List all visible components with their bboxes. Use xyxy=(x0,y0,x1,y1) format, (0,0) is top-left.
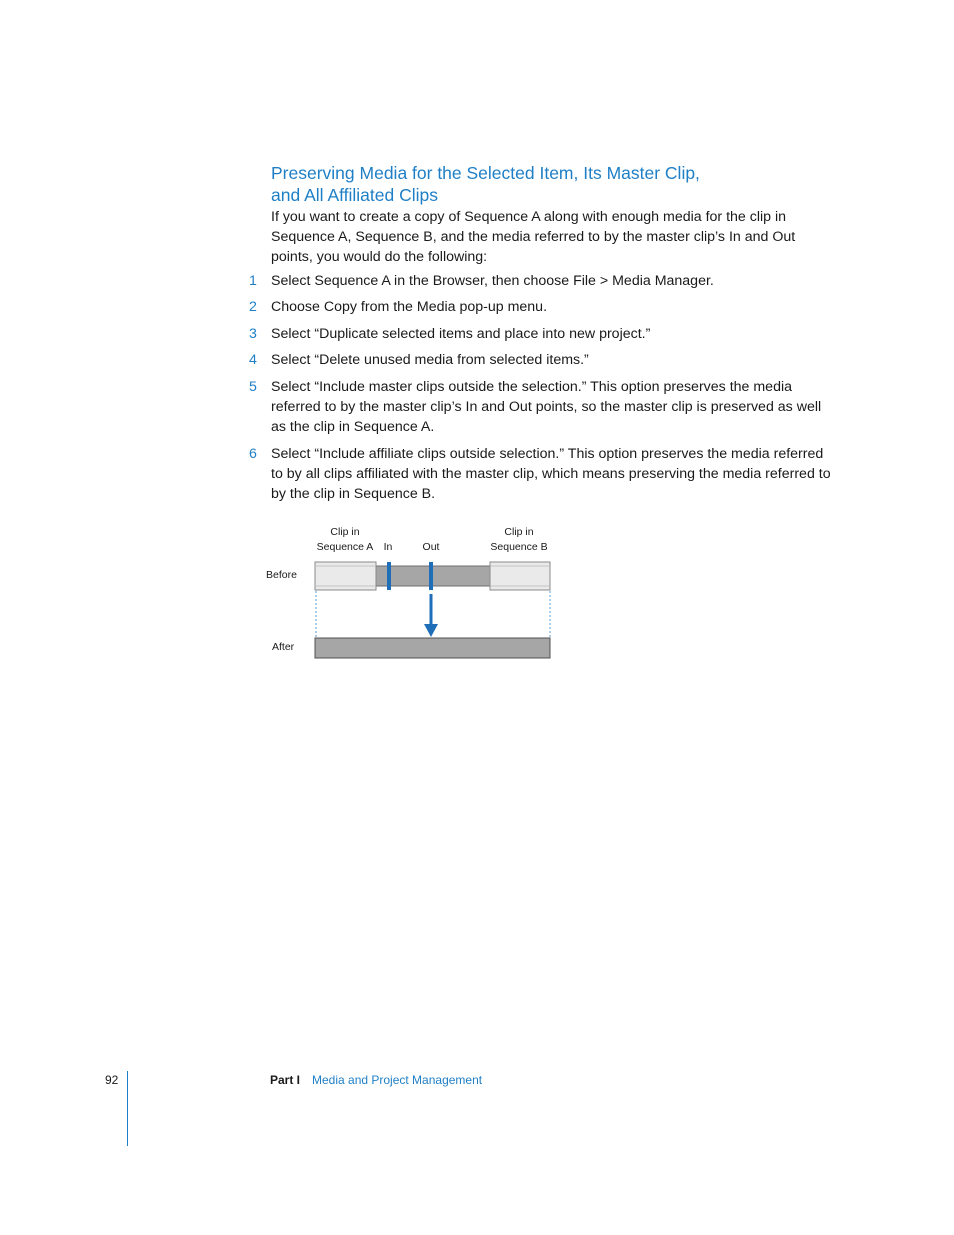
after-label: After xyxy=(272,641,295,653)
clip-a-box xyxy=(315,562,376,590)
intro-paragraph: If you want to create a copy of Sequence A along with enough media for the clip in Sequence A, Sequence B, and the media referred to by the master clip’s In and Out points, you would do the following: xyxy=(271,209,796,265)
part-title: Media and Project Management xyxy=(312,1073,483,1087)
step-number: 4 xyxy=(249,352,257,368)
step-number: 6 xyxy=(249,446,257,462)
section-heading xyxy=(271,162,831,206)
step-text: Select “Include master clips outside the selection.” This option preserves the media referred to by the master clip’s In and Out points, so the master clip is preserved as well as the clip in Sequence A. xyxy=(271,379,822,435)
section-heading-line2: and All Affiliated Clips xyxy=(271,185,439,205)
footer-rule xyxy=(127,1071,128,1146)
clip-b-label-line2: Sequence B xyxy=(490,541,548,553)
clip-b-label-line1: Clip in xyxy=(504,526,534,538)
step-text: Select Sequence A in the Browser, then choose File > Media Manager. xyxy=(271,273,714,289)
clip-a-label-line1: Clip in xyxy=(330,526,360,538)
clip-a-label-line2: Sequence A xyxy=(316,541,374,553)
down-arrow-icon xyxy=(424,594,438,637)
step-number: 3 xyxy=(249,326,257,342)
step-text: Select “Duplicate selected items and place into new project.” xyxy=(271,326,651,342)
before-label: Before xyxy=(266,569,297,581)
step-text: Choose Copy from the Media pop-up menu. xyxy=(271,299,548,315)
clip-b-box xyxy=(490,562,550,590)
step-text: Select “Include affiliate clips outside selection.” This option preserves the media referred to by all clips affiliated with the master clip, which means preserving the media referred to by the clip in Sequence B. xyxy=(271,446,831,502)
part-label: Part I xyxy=(270,1073,301,1087)
step-number: 2 xyxy=(249,299,257,315)
diagram-graphic xyxy=(262,520,562,665)
step-number: 5 xyxy=(249,379,257,395)
step-text: Select “Delete unused media from selected items.” xyxy=(271,352,589,368)
in-label: In xyxy=(383,541,393,553)
out-label: Out xyxy=(422,541,440,553)
after-media-bar xyxy=(315,638,550,658)
in-marker xyxy=(387,562,391,590)
page-number: 92 xyxy=(105,1073,119,1087)
out-marker xyxy=(429,562,433,590)
step-number: 1 xyxy=(249,273,257,289)
section-heading-line1: Preserving Media for the Selected Item, Its Master Clip, xyxy=(271,163,700,183)
media-diagram xyxy=(262,520,562,665)
